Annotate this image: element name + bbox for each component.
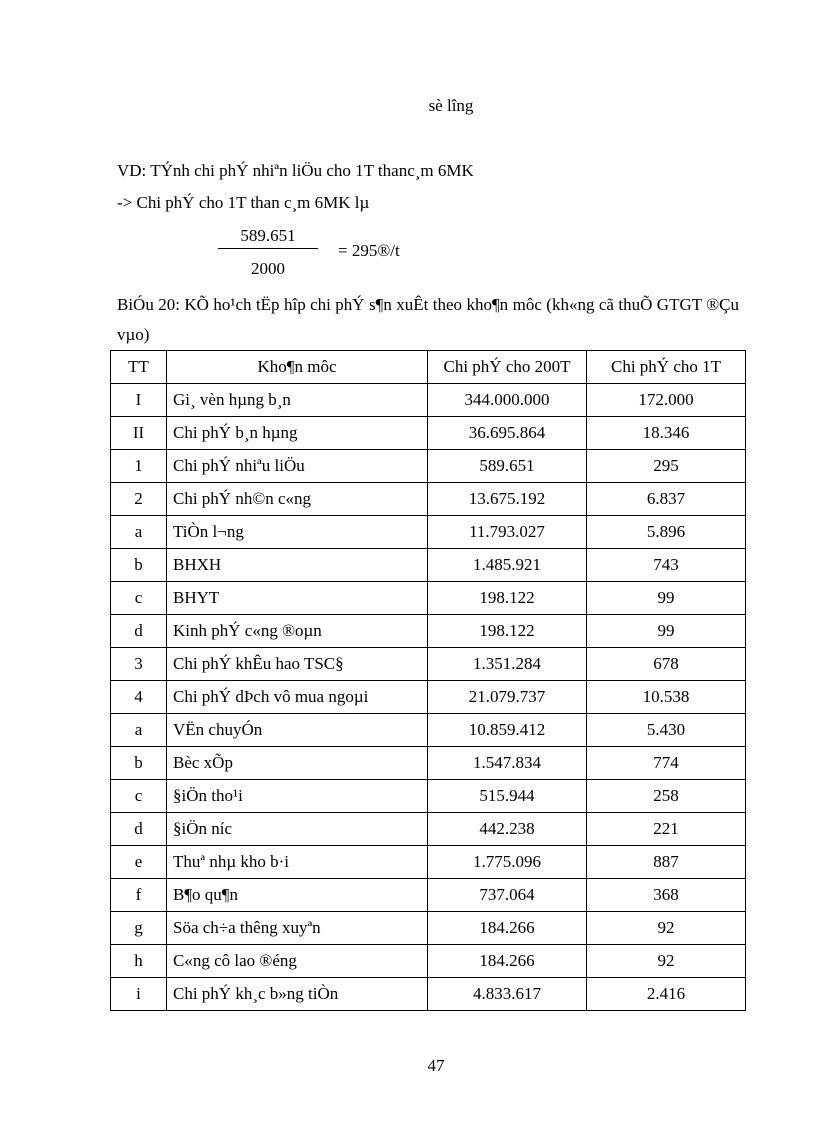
table-row (111, 615, 746, 648)
row-cost-200t: 1.351.284 (428, 648, 587, 681)
row-cost-1t: 774 (587, 747, 746, 780)
row-cost-1t: 221 (587, 813, 746, 846)
row-cost-200t: 589.651 (428, 450, 587, 483)
row-item: Thuª nhµ kho b·i (167, 846, 428, 879)
row-cost-1t: 99 (587, 615, 746, 648)
row-cost-1t: 99 (587, 582, 746, 615)
row-tt: d (111, 615, 167, 648)
row-cost-200t: 184.266 (428, 945, 587, 978)
table-row (111, 549, 746, 582)
row-cost-200t: 737.064 (428, 879, 587, 912)
row-cost-200t: 4.833.617 (428, 978, 587, 1011)
row-item: BHYT (167, 582, 428, 615)
row-item: B¶o qu¶n (167, 879, 428, 912)
row-item: C«ng cô lao ®éng (167, 945, 428, 978)
row-tt: c (111, 780, 167, 813)
row-item: Chi phÝ khÊu hao TSC§ (167, 648, 428, 681)
table-row (111, 912, 746, 945)
row-tt: h (111, 945, 167, 978)
table-caption: BiÓu 20: KÕ ho¹ch tËp hîp chi phÝ s¶n xuÊt theo kho¶n môc (kh«ng cã thuÕ GTGT ®Çu vµo) (117, 295, 739, 344)
row-cost-1t: 368 (587, 879, 746, 912)
row-cost-1t: 743 (587, 549, 746, 582)
table-row (111, 516, 746, 549)
row-cost-200t: 11.793.027 (428, 516, 587, 549)
row-tt: II (111, 417, 167, 450)
table-row (111, 846, 746, 879)
row-cost-1t: 92 (587, 912, 746, 945)
row-tt: b (111, 549, 167, 582)
row-cost-1t: 10.538 (587, 681, 746, 714)
cost-line: -> Chi phÝ cho 1T than c¸m 6MK lµ (117, 193, 370, 212)
table-row (111, 945, 746, 978)
row-cost-200t: 1.547.834 (428, 747, 587, 780)
row-tt: e (111, 846, 167, 879)
row-cost-1t: 678 (587, 648, 746, 681)
row-cost-200t: 1.775.096 (428, 846, 587, 879)
row-item: Chi phÝ b¸n hµng (167, 417, 428, 450)
row-cost-1t: 295 (587, 450, 746, 483)
table-row (111, 384, 746, 417)
fraction-bar (218, 248, 318, 249)
row-tt: 1 (111, 450, 167, 483)
row-cost-200t: 1.485.921 (428, 549, 587, 582)
row-tt: i (111, 978, 167, 1011)
table-row (111, 450, 746, 483)
row-tt: a (111, 714, 167, 747)
row-tt: g (111, 912, 167, 945)
row-tt: 3 (111, 648, 167, 681)
row-item: §iÖn níc (167, 813, 428, 846)
row-cost-200t: 21.079.737 (428, 681, 587, 714)
row-cost-200t: 344.000.000 (428, 384, 587, 417)
row-item: Gi¸ vèn hµng b¸n (167, 384, 428, 417)
row-item: Kinh phÝ c«ng ®oµn (167, 615, 428, 648)
row-cost-200t: 198.122 (428, 582, 587, 615)
row-cost-200t: 36.695.864 (428, 417, 587, 450)
table-row (111, 780, 746, 813)
row-cost-1t: 258 (587, 780, 746, 813)
row-cost-200t: 10.859.412 (428, 714, 587, 747)
row-item: BHXH (167, 549, 428, 582)
row-cost-1t: 92 (587, 945, 746, 978)
row-cost-1t: 18.346 (587, 417, 746, 450)
table-row (111, 813, 746, 846)
row-item: VËn chuyÓn (167, 714, 428, 747)
row-tt: 4 (111, 681, 167, 714)
row-cost-1t: 5.896 (587, 516, 746, 549)
row-tt: c (111, 582, 167, 615)
table-row (111, 483, 746, 516)
row-cost-1t: 2.416 (587, 978, 746, 1011)
row-cost-200t: 515.944 (428, 780, 587, 813)
row-tt: I (111, 384, 167, 417)
row-item: Chi phÝ nhiªu liÖu (167, 450, 428, 483)
example-line: VD: TÝnh chi phÝ nhiªn liÖu cho 1T thanc¸m 6MK (117, 161, 474, 180)
fraction-result: = 295®/t (338, 241, 400, 260)
row-cost-1t: 172.000 (587, 384, 746, 417)
row-cost-200t: 13.675.192 (428, 483, 587, 516)
row-cost-200t: 442.238 (428, 813, 587, 846)
page-number: 47 (427, 1056, 445, 1075)
row-cost-1t: 5.430 (587, 714, 746, 747)
row-tt: d (111, 813, 167, 846)
row-tt: b (111, 747, 167, 780)
row-item: Chi phÝ kh¸c b»ng tiÒn (167, 978, 428, 1011)
table-header-row (111, 351, 746, 384)
row-cost-200t: 198.122 (428, 615, 587, 648)
header-cost-1t: Chi phÝ cho 1T (587, 351, 746, 384)
table-row (111, 681, 746, 714)
table-row (111, 417, 746, 450)
row-tt: 2 (111, 483, 167, 516)
header-title: sè lîng (428, 96, 474, 115)
row-item: Söa ch÷a thêng xuyªn (167, 912, 428, 945)
header-item: Kho¶n môc (167, 351, 428, 384)
table-row (111, 714, 746, 747)
header-tt: TT (111, 351, 167, 384)
header-cost-200t: Chi phÝ cho 200T (428, 351, 587, 384)
table-row (111, 879, 746, 912)
table-row (111, 648, 746, 681)
row-item: §iÖn tho¹i (167, 780, 428, 813)
row-tt: a (111, 516, 167, 549)
row-cost-1t: 887 (587, 846, 746, 879)
table-row (111, 582, 746, 615)
fraction-denominator: 2000 (251, 259, 285, 278)
row-item: Chi phÝ dÞch vô mua ngoµi (167, 681, 428, 714)
fraction (218, 226, 318, 279)
row-item: TiÒn l¬ng (167, 516, 428, 549)
table-row (111, 747, 746, 780)
table-row (111, 978, 746, 1011)
row-item: Bèc xÕp (167, 747, 428, 780)
row-tt: f (111, 879, 167, 912)
fraction-numerator: 589.651 (240, 226, 296, 245)
row-item: Chi phÝ nh©n c«ng (167, 483, 428, 516)
row-cost-200t: 184.266 (428, 912, 587, 945)
row-cost-1t: 6.837 (587, 483, 746, 516)
cost-table (110, 350, 746, 1011)
